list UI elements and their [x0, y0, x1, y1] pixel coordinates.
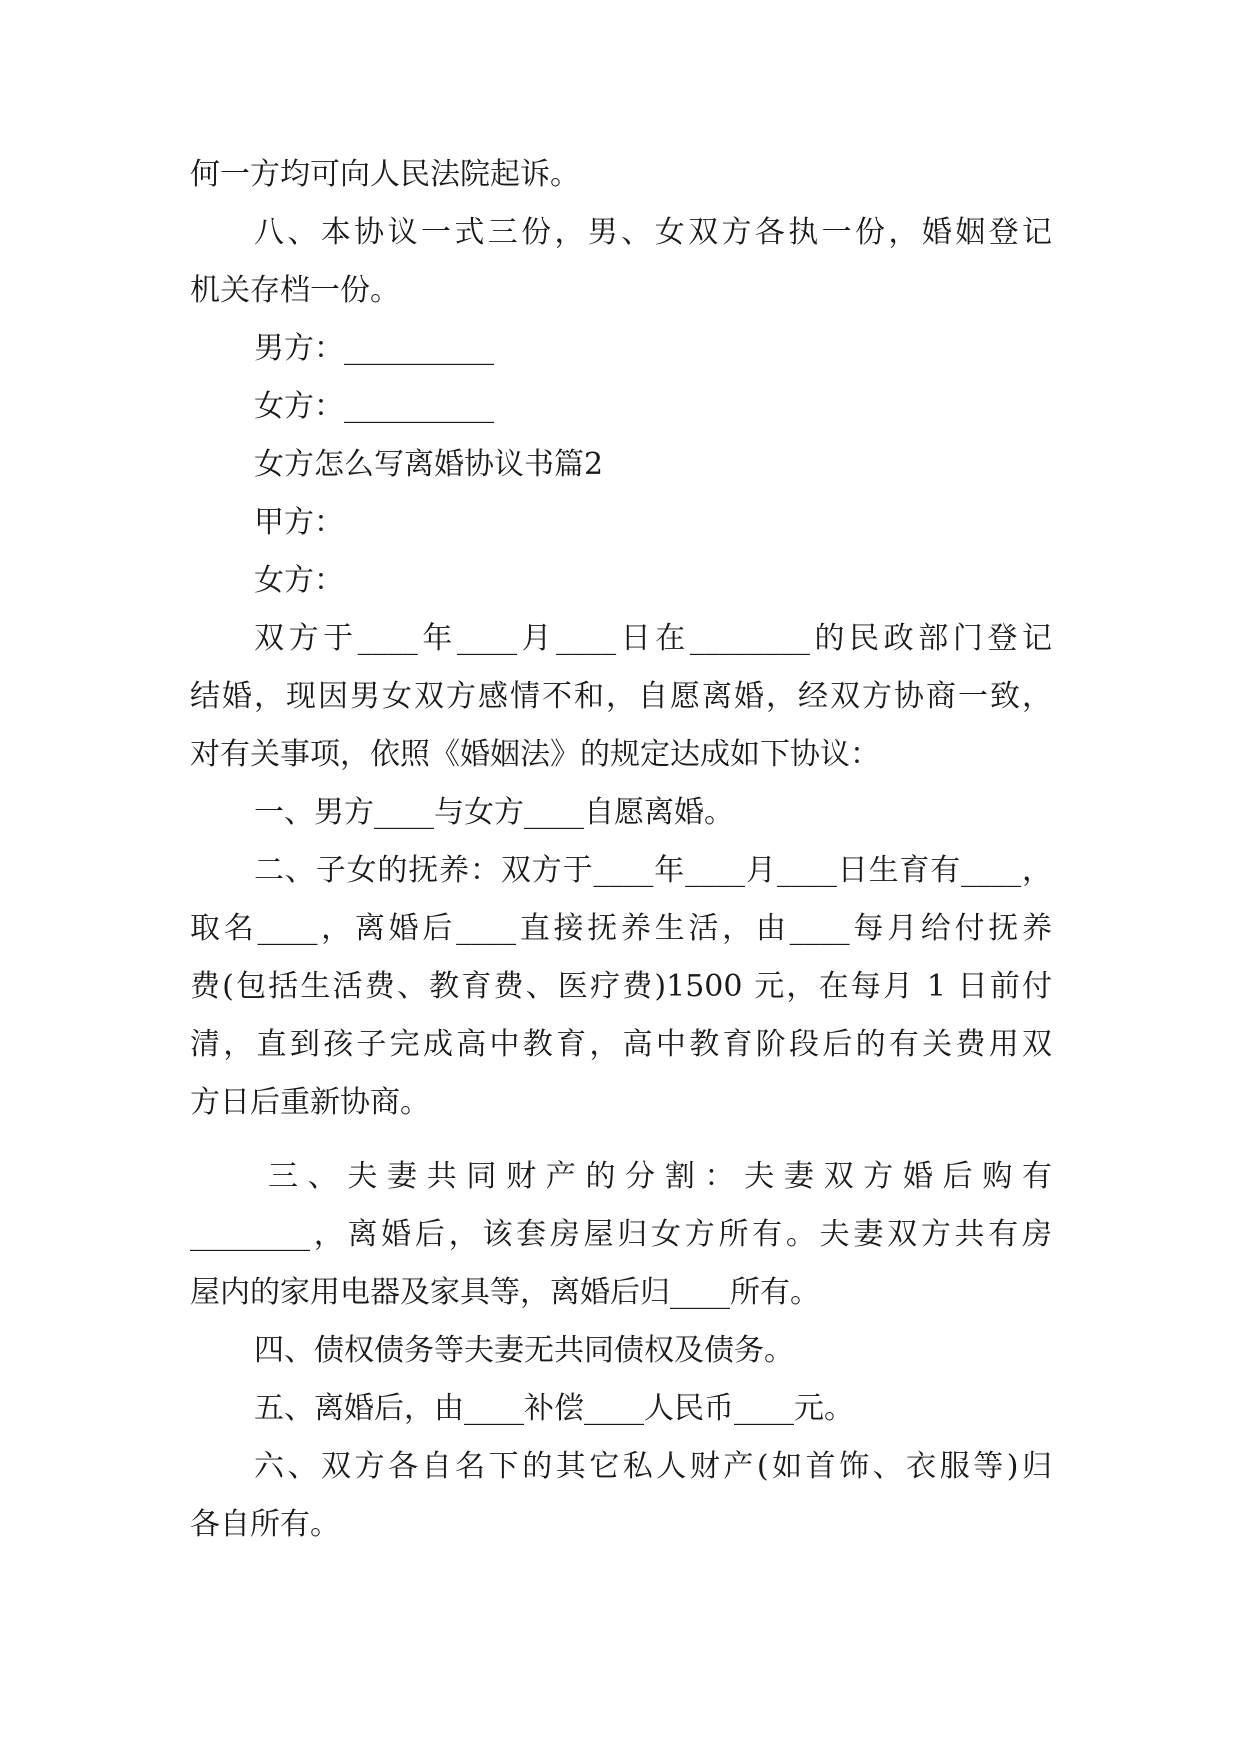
paragraph-line: 四、债权债务等夫妻无共同债权及债务。 [254, 1333, 794, 1368]
party-female-label: 女方： [254, 563, 344, 598]
party-a-label: 甲方： [254, 505, 344, 540]
signature-line-female: 女方：__________ [254, 389, 494, 424]
paragraph-line: 五、离婚后，由____补偿____人民币____元。 [254, 1391, 854, 1426]
paragraph-line: 二、子女的抚养：双方于____年____月____日生育有____， [254, 853, 1052, 888]
paragraph-line: 六、双方各自名下的其它私人财产(如首饰、衣服等)归 [254, 1449, 1052, 1484]
signature-line-male: 男方：__________ [254, 331, 494, 366]
paragraph-line: ________，离婚后，该套房屋归女方所有。夫妻双方共有房 [190, 1217, 1052, 1252]
paragraph-line: 清，直到孩子完成高中教育，高中教育阶段后的有关费用双 [190, 1027, 1052, 1062]
paragraph-line: 何一方均可向人民法院起诉。 [190, 157, 580, 192]
paragraph-line: 机关存档一份。 [190, 273, 400, 308]
paragraph-line: 各自所有。 [190, 1507, 340, 1542]
paragraph-line: 方日后重新协商。 [190, 1085, 430, 1120]
paragraph-line: 双方于____年____月____日在________的民政部门登记 [254, 621, 1052, 656]
paragraph-line: 三、夫妻共同财产的分割：夫妻双方婚后购有 [268, 1159, 1052, 1194]
paragraph-line: 取名____，离婚后____直接抚养生活，由____每月给付抚养 [190, 911, 1052, 946]
paragraph-line: 结婚，现因男女双方感情不和，自愿离婚，经双方协商一致， [190, 679, 1052, 714]
paragraph-line: 对有关事项，依照《婚姻法》的规定达成如下协议： [190, 737, 880, 772]
paragraph-line: 一、男方____与女方____自愿离婚。 [254, 795, 734, 830]
section-title: 女方怎么写离婚协议书篇2 [254, 447, 604, 482]
paragraph-line: 八、本协议一式三份，男、女双方各执一份，婚姻登记 [254, 215, 1052, 250]
paragraph-line: 费(包括生活费、教育费、医疗费)1500 元，在每月 1 日前付 [190, 969, 1052, 1004]
paragraph-line: 屋内的家用电器及家具等，离婚后归____所有。 [190, 1275, 820, 1310]
